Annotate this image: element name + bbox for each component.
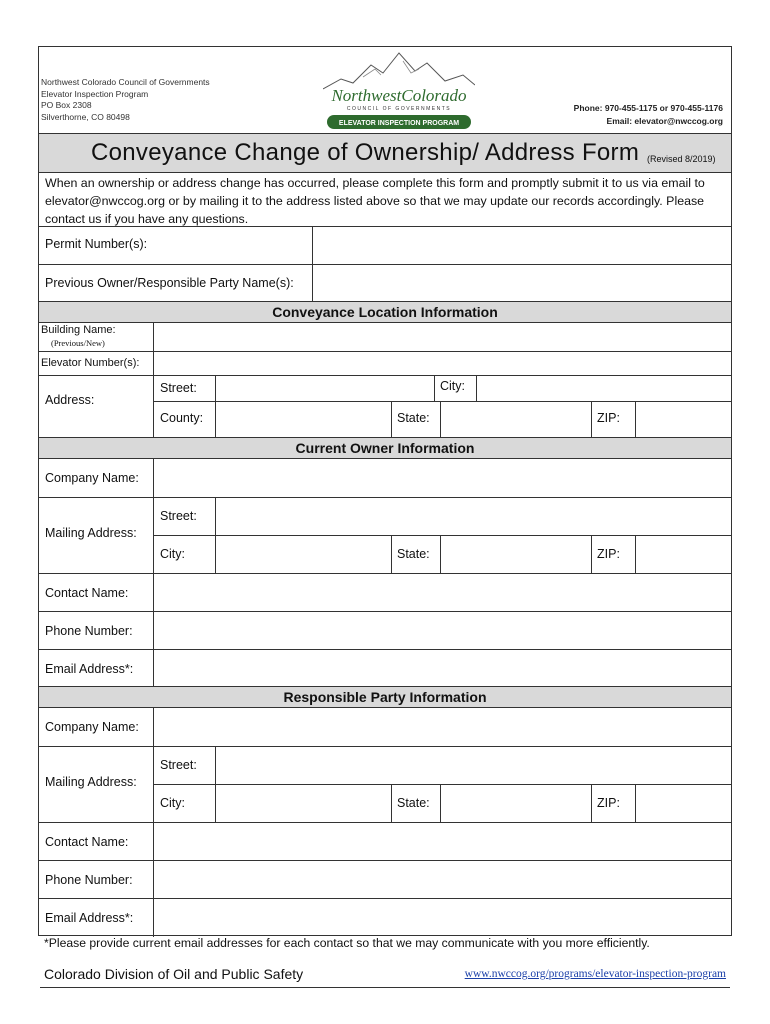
divider — [635, 784, 636, 823]
nwccog-logo — [323, 51, 475, 131]
rp-zip-input[interactable] — [637, 785, 730, 823]
divider — [215, 376, 216, 438]
revised-date: (Revised 8/2019) — [647, 154, 716, 164]
street-label: Street: — [160, 381, 197, 395]
section-current-owner: Current Owner Information — [39, 437, 731, 459]
location-state-input[interactable] — [442, 402, 590, 438]
footer-link[interactable]: www.nwccog.org/programs/elevator-inspection-program — [464, 968, 726, 980]
rp-mailing-row — [39, 746, 731, 822]
logo-badge: ELEVATOR INSPECTION PROGRAM — [338, 120, 460, 127]
rp-email-row — [39, 898, 731, 936]
divider — [153, 459, 154, 497]
owner-city-input[interactable] — [217, 536, 390, 574]
email-text: Email: elevator@nwccog.org — [606, 116, 723, 126]
elevator-label: Elevator Number(s): — [41, 357, 140, 369]
owner-contact-row — [39, 573, 731, 611]
email-label: Email Address*: — [45, 662, 134, 676]
rp-contact-input[interactable] — [155, 823, 730, 860]
divider — [153, 498, 154, 574]
owner-email-input[interactable] — [155, 650, 730, 687]
company-label: Company Name: — [45, 720, 139, 734]
owner-company-input[interactable] — [155, 459, 730, 496]
intro-text: When an ownership or address change has occurred, please complete this form and promptly submit it to us via email to elevator@nwccog.org or by mailing it to the address listed above so that we may update our records accordingly. Please contact us if you have any questions. — [45, 176, 705, 226]
divider — [476, 376, 477, 401]
org-line: Northwest Colorado Council of Governments — [41, 77, 210, 87]
city-label: City: — [160, 547, 185, 561]
mailing-label: Mailing Address: — [45, 526, 137, 540]
location-address-row — [39, 375, 731, 437]
zip-label: ZIP: — [597, 547, 620, 561]
contact-label: Contact Name: — [45, 586, 129, 600]
divider — [434, 376, 435, 401]
section-responsible-party: Responsible Party Information — [39, 686, 731, 708]
rp-city-input[interactable] — [217, 785, 390, 823]
divider — [591, 401, 592, 438]
location-county-input[interactable] — [217, 402, 390, 438]
elevator-number-input[interactable] — [155, 352, 730, 375]
city-label: City: — [440, 379, 465, 393]
owner-email-row — [39, 649, 731, 687]
rp-phone-input[interactable] — [155, 861, 730, 898]
divider — [215, 747, 216, 823]
footer-rule — [40, 987, 730, 988]
org-line: PO Box 2308 — [41, 100, 92, 110]
divider — [391, 784, 392, 823]
form-header — [39, 47, 731, 133]
divider — [591, 784, 592, 823]
rp-phone-row — [39, 860, 731, 898]
footnote: *Please provide current email addresses for each contact so that we may communicate with you more efficiently. — [44, 936, 650, 950]
divider — [635, 401, 636, 438]
title-bar — [39, 133, 731, 173]
owner-zip-input[interactable] — [637, 536, 730, 574]
phone-text: Phone: 970-455-1175 or 970-455-1176 — [573, 103, 723, 113]
divider — [440, 535, 441, 574]
section-location: Conveyance Location Information — [39, 301, 731, 323]
owner-street-input[interactable] — [217, 498, 730, 534]
prev-owner-row — [39, 264, 731, 302]
org-address — [41, 77, 210, 123]
permit-input[interactable] — [314, 227, 730, 264]
contact-info — [574, 102, 723, 128]
divider — [391, 535, 392, 574]
prev-owner-label: Previous Owner/Responsible Party Name(s): — [45, 276, 294, 290]
divider — [440, 784, 441, 823]
logo-text: NorthwestColorado — [331, 86, 467, 105]
company-label: Company Name: — [45, 471, 139, 485]
owner-state-input[interactable] — [442, 536, 590, 574]
form-page — [38, 46, 732, 936]
rp-email-input[interactable] — [155, 899, 730, 936]
building-label: Building Name: — [41, 324, 116, 336]
county-label: County: — [160, 411, 204, 425]
divider — [153, 376, 154, 438]
rp-company-row — [39, 708, 731, 746]
prev-owner-input[interactable] — [314, 265, 730, 302]
street-label: Street: — [160, 509, 197, 523]
logo-subtext: COUNCIL OF GOVERNMENTS — [346, 106, 452, 112]
owner-phone-input[interactable] — [155, 612, 730, 649]
rp-street-input[interactable] — [217, 747, 730, 783]
phone-label: Phone Number: — [45, 624, 133, 638]
permit-row — [39, 226, 731, 264]
location-street-input[interactable] — [217, 376, 433, 400]
owner-mailing-row — [39, 497, 731, 573]
divider — [591, 535, 592, 574]
divider — [153, 708, 154, 746]
building-name-input[interactable] — [155, 323, 730, 350]
org-line: Elevator Inspection Program — [41, 88, 149, 99]
city-label: City: — [160, 796, 185, 810]
state-label: State: — [397, 547, 430, 561]
divider — [391, 401, 392, 438]
owner-contact-input[interactable] — [155, 574, 730, 611]
mailing-label: Mailing Address: — [45, 775, 137, 789]
elevator-row — [39, 351, 731, 375]
location-city-input[interactable] — [478, 376, 730, 400]
divider — [635, 535, 636, 574]
divider — [215, 498, 216, 574]
phone-label: Phone Number: — [45, 873, 133, 887]
building-sub-label: (Previous/New) — [51, 338, 105, 348]
street-label: Street: — [160, 758, 197, 772]
zip-label: ZIP: — [597, 796, 620, 810]
owner-phone-row — [39, 611, 731, 649]
email-label: Email Address*: — [45, 911, 134, 925]
footer-agency: Colorado Division of Oil and Public Safety — [44, 966, 304, 982]
divider — [153, 747, 154, 823]
state-label: State: — [397, 796, 430, 810]
permit-label: Permit Number(s): — [45, 237, 148, 251]
contact-label: Contact Name: — [45, 835, 129, 849]
form-title: Conveyance Change of Ownership/ Address Form — [91, 139, 640, 166]
location-zip-input[interactable] — [637, 402, 730, 438]
rp-company-input[interactable] — [155, 708, 730, 745]
address-label: Address: — [45, 393, 95, 407]
owner-company-row — [39, 459, 731, 497]
building-row — [39, 323, 731, 351]
rp-contact-row — [39, 822, 731, 860]
rp-state-input[interactable] — [442, 785, 590, 823]
zip-label: ZIP: — [597, 411, 620, 425]
state-label: State: — [397, 411, 430, 425]
org-line: Silverthorne, CO 80498 — [41, 111, 130, 122]
divider — [440, 401, 441, 438]
